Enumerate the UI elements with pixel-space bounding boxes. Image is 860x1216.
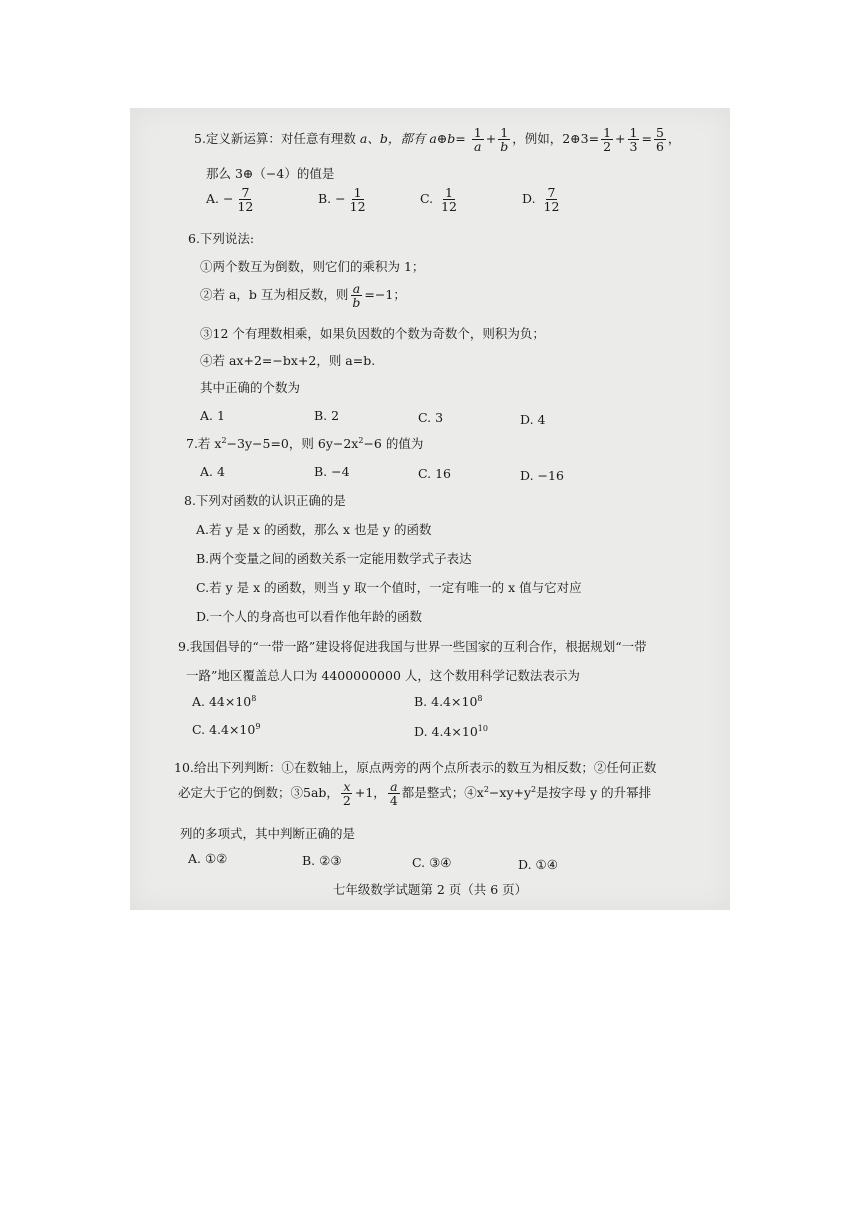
- q6-ask: 其中正确的个数为: [200, 380, 301, 395]
- q10-line1: 10.给出下列判断：①在数轴上，原点两旁的两个点所表示的数互为相反数；②任何正数: [174, 760, 657, 775]
- q5-line2: 那么 3⊕（−4）的值是: [206, 166, 335, 181]
- q5-frac-4: $\frac{1}{3}$: [629, 125, 638, 154]
- q10-line2: 必定大于它的倒数；③5ab， $\frac{x}{2}$ +1， $\frac{a}{4}$ 都是整式；$④x^2-xy+y^2$是按字母 y 的升幂排: [178, 779, 652, 808]
- q7-option-b: B. −4: [314, 464, 350, 479]
- q10-option-c: C. ③④: [412, 855, 452, 870]
- q6-statement-4: ④若 ax+2=−bx+2，则 a=b.: [200, 353, 376, 368]
- q5-frac-3: $\frac{1}{2}$: [603, 125, 612, 154]
- q6-statement-2: ②若 a，b 互为相反数，则 $\frac{a}{b}$ =−1；: [200, 281, 406, 310]
- q9-line2: 一路”地区覆盖总人口为 4400000000 人，这个数用科学记数法表示为: [186, 668, 580, 683]
- q5-option-d: D. $\frac{7}{12}$: [522, 185, 560, 214]
- q9-option-a: A. $44\times 10^8$: [192, 693, 257, 709]
- q6-option-b: B. 2: [314, 408, 340, 423]
- q5-vars: a、b，都有: [359, 131, 426, 146]
- q6-statement-1: ①两个数互为倒数，则它们的乘积为 1；: [200, 259, 425, 274]
- q9-option-d: D. $4.4\times 10^{10}$: [414, 723, 488, 739]
- q6-option-d: D. 4: [520, 412, 546, 427]
- q7-option-c: C. 16: [418, 466, 451, 481]
- q8-option-a: A.若 y 是 x 的函数，那么 x 也是 y 的函数: [196, 522, 432, 537]
- q5-option-c: C. $\frac{1}{12}$: [420, 185, 457, 214]
- q5-expr: a⊕b=: [429, 131, 466, 146]
- page-footer: 七年级数学试题第 2 页（共 6 页）: [332, 882, 528, 897]
- q8-option-d: D.一个人的身高也可以看作他年龄的函数: [196, 609, 423, 624]
- q5-example: ，例如，2⊕3=: [512, 131, 600, 146]
- q5-frac-2: $\frac{1}{b}$: [500, 125, 509, 154]
- q10-option-a: A. ①②: [188, 851, 228, 866]
- q6-option-c: C. 3: [418, 410, 444, 425]
- q6-title: 6.下列说法:: [188, 231, 255, 246]
- q8-option-b: B.两个变量之间的函数关系一定能用数学式子表达: [196, 551, 472, 566]
- q10-line3: 列的多项式，其中判断正确的是: [180, 826, 356, 841]
- scanned-page: [130, 108, 730, 910]
- q10-option-b: B. ②③: [302, 853, 342, 868]
- q7-option-a: A. 4: [200, 464, 225, 479]
- q6-statement-3: ③12 个有理数相乘，如果负因数的个数为奇数个，则积为负；: [200, 326, 545, 341]
- q9-option-b: B. $4.4\times 10^8$: [414, 693, 483, 709]
- q10-option-d: D. ①④: [518, 857, 558, 872]
- q6-option-a: A. 1: [200, 408, 225, 423]
- q5-frac-1: $\frac{1}{a}$: [473, 125, 482, 154]
- q8-title: 8.下列对函数的认识正确的是: [184, 493, 346, 508]
- q5-option-a: A. − $\frac{7}{12}$: [206, 185, 254, 214]
- q7-question: 7.若 $x^2-3y-5=0$，则 $6y-2x^2-6$ 的值为: [186, 435, 424, 451]
- q5-line1: 5.定义新运算：对任意有理数 a、b，都有 a⊕b= $\frac{1}{a}$ + $\frac{1}{b}$ ，例如，2⊕3= $\frac{1}{2}$ + $\frac{1}{3}$ = $\frac{5}{6}$ ，: [194, 125, 681, 154]
- q5-option-b: B. − $\frac{1}{12}$: [318, 185, 366, 214]
- q7-option-d: D. −16: [520, 468, 564, 483]
- q5-text: 5.定义新运算：对任意有理数: [194, 131, 356, 146]
- q5-frac-5: $\frac{5}{6}$: [655, 125, 664, 154]
- q8-option-c: C.若 y 是 x 的函数，则当 y 取一个值时，一定有唯一的 x 值与它对应: [196, 580, 582, 595]
- q9-option-c: C. $4.4\times 10^9$: [192, 721, 261, 737]
- q9-line1: 9.我国倡导的“一带一路”建设将促进我国与世界一些国家的互利合作，根据规划“一带: [178, 639, 647, 654]
